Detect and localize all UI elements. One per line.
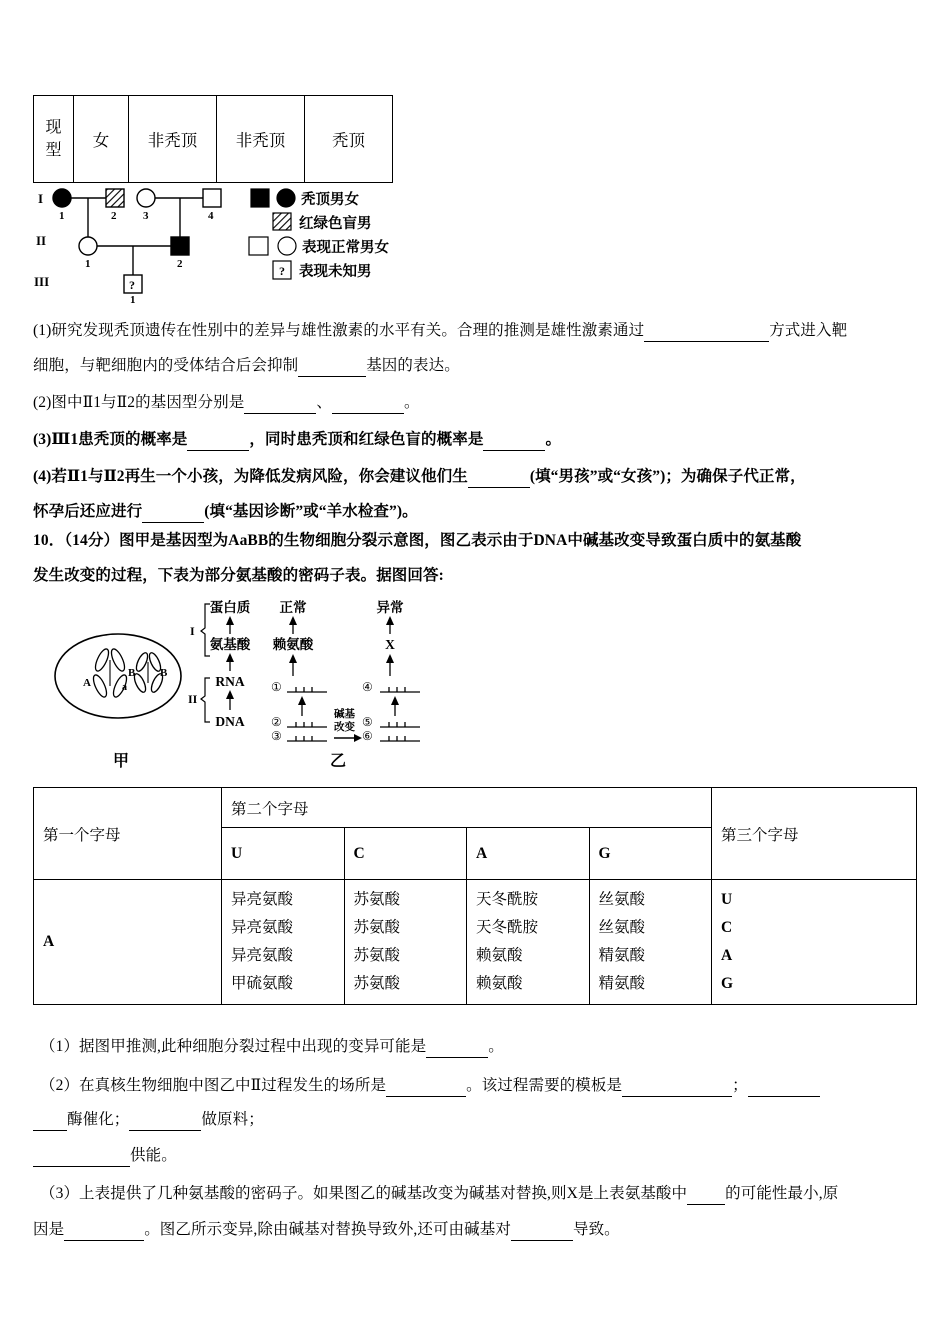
codon-cell: 苏氨酸 (353, 919, 401, 937)
table-row (34, 96, 393, 183)
codon-cell: 天冬酰胺 (476, 891, 539, 909)
legend-label-3: 表现正常男女 (302, 240, 389, 256)
codon-table (33, 787, 917, 1005)
chromosome-label-B1: B (128, 667, 136, 679)
phenotype-cell-2: 非秃顶 (129, 96, 217, 183)
answer-blank[interactable] (187, 431, 249, 451)
answer-blank[interactable] (748, 1077, 820, 1097)
codon-third-letter: A (721, 947, 733, 965)
yi-left-title: 正常 (279, 600, 307, 615)
question-b2-line-1 (40, 1077, 820, 1097)
b2-text-b: 。该过程需要的模板是 (466, 1077, 623, 1094)
q4-text-a: (4)若Ⅱ1与Ⅱ2再生一个小孩，为降低发病风险，你会建议他们生 (33, 468, 468, 485)
b2-text-a: （2）在真核生物细胞中图乙中Ⅱ过程发生的场所是 (40, 1077, 387, 1094)
codon-cell: 精氨酸 (598, 947, 646, 965)
codon-column-A (467, 880, 590, 1005)
codon-cell: 异亮氨酸 (231, 919, 294, 937)
cell-division-figure (40, 598, 430, 773)
q4-text-b: (填“男孩”或“女孩”)；为确保子代正常， (529, 468, 806, 485)
generation-label-III: III (34, 274, 50, 289)
arrow-up-icon (386, 616, 394, 625)
answer-blank[interactable] (426, 1038, 488, 1058)
b1-text-b: 。 (488, 1038, 504, 1055)
yi-strand-6 (380, 736, 420, 741)
yi-strand-4 (380, 687, 420, 692)
codon-cell: 苏氨酸 (353, 891, 401, 909)
arrow-up-icon (391, 696, 399, 705)
arrow-up-icon (298, 696, 306, 705)
question-b1 (40, 1038, 504, 1058)
bracket-label-I: I (190, 624, 195, 638)
yi-right-amino: X (385, 637, 395, 652)
arrow-up-icon (226, 690, 234, 699)
codon-cell: 赖氨酸 (476, 947, 523, 965)
codon-header-third-letter: 第三个字母 (712, 788, 917, 880)
figure-jia-label: 甲 (113, 753, 130, 770)
yi-strand-1 (287, 687, 327, 692)
pedigree-individual-I3 (137, 189, 155, 207)
phenotype-header-line-1: 现 (45, 118, 62, 136)
question-10-stem-line-2 (33, 567, 444, 586)
codon-table-body-row (34, 880, 917, 1005)
codon-column-third-letter (712, 880, 917, 1005)
chain-label-rna: RNA (215, 674, 245, 689)
codon-cell: 精氨酸 (598, 975, 646, 993)
question-b3-line-2 (33, 1221, 620, 1241)
pedigree-svg (33, 185, 453, 303)
answer-blank[interactable] (468, 468, 530, 488)
question-1-line-1 (33, 322, 847, 342)
answer-blank[interactable] (129, 1111, 201, 1131)
codon-cell: 丝氨酸 (598, 891, 646, 909)
yi-strand-3 (287, 736, 327, 741)
legend-hatched-square-icon (273, 213, 291, 230)
answer-blank[interactable] (142, 503, 204, 523)
pedigree-individual-I1 (53, 189, 71, 207)
arrow-up-icon (226, 653, 234, 662)
q3-gen-label: Ⅲ (51, 431, 71, 448)
q10-score: （14分） (64, 532, 120, 549)
question-b2-line-2 (33, 1111, 264, 1131)
generation-label-II: II (36, 233, 47, 248)
phenotype-cell-3: 非秃顶 (217, 96, 305, 183)
pedigree-id-III1: 1 (130, 294, 136, 303)
chromosome-label-B2: B (160, 667, 168, 679)
codon-column-G (589, 880, 712, 1005)
pedigree-id-I3: 3 (143, 210, 149, 222)
answer-blank[interactable] (33, 1147, 130, 1167)
codon-cell: 天冬酰胺 (476, 919, 539, 937)
figure-svg (40, 598, 430, 773)
arrow-up-icon (226, 616, 234, 625)
chromosome-label-A: A (83, 677, 91, 689)
q10-number: 10． (33, 532, 65, 549)
arrow-right-icon (354, 734, 362, 742)
codon-cell: 苏氨酸 (353, 947, 401, 965)
question-10-stem-line-1 (33, 532, 801, 551)
codon-cell: 苏氨酸 (353, 975, 401, 993)
codon-second-letter-A: A (467, 828, 590, 880)
codon-cell: 赖氨酸 (476, 975, 523, 993)
pedigree-id-I4: 4 (208, 210, 214, 222)
codon-cell: 甲硫氨酸 (231, 975, 294, 993)
question-2 (33, 394, 420, 414)
pedigree-individual-I4 (203, 189, 221, 207)
question-3 (33, 431, 561, 451)
pedigree-id-II1: 1 (85, 258, 91, 270)
codon-column-C (344, 880, 467, 1005)
chromosome-label-a: a (122, 682, 127, 693)
question-4-line-1 (33, 468, 806, 488)
arrow-up-icon (386, 654, 394, 663)
q3-text-a: (3) (33, 431, 52, 448)
codon-third-letter: C (721, 919, 733, 937)
figure-yi-label: 乙 (330, 753, 347, 770)
bracket-II (201, 678, 210, 722)
q4-text-d: (填“基因诊断”或“羊水检查”)。 (204, 503, 418, 520)
chain-label-dna: DNA (215, 714, 245, 729)
q4-text-c: 怀孕后还应进行 (33, 503, 143, 520)
pedigree-individual-II1 (79, 237, 97, 255)
yi-number-1: ① (271, 680, 282, 694)
codon-second-letter-U: U (222, 828, 345, 880)
legend-filled-circle-icon (277, 189, 295, 207)
arrow-up-icon (289, 654, 297, 663)
generation-label-I: I (38, 191, 44, 206)
phenotype-row-header (34, 96, 74, 183)
legend-open-square-icon (249, 237, 268, 255)
phenotype-cell-4: 秃顶 (305, 96, 393, 183)
pedigree-id-II2: 2 (177, 258, 183, 270)
arrow-up-icon (289, 616, 297, 625)
b3-text-c: 因是 (33, 1221, 65, 1238)
q1-text-a: (1)研究发现秃顶遗传在性别中的差异与雄性激素的水平有关。合理的推测是雄性激素通过 (33, 322, 645, 339)
q3-text-c: ，同时患秃顶和红绿色盲的概率是 (249, 431, 484, 448)
legend-label-4: 表现未知男 (299, 264, 372, 280)
bracket-I (201, 604, 210, 656)
yi-number-2: ② (271, 715, 282, 729)
b3-text-a: （3）上表提供了几种氨基酸的密码子。如果图乙的碱基改变为碱基对替换,则X是上表氨基酸中 (40, 1185, 688, 1202)
codon-cell: 丝氨酸 (598, 919, 646, 937)
legend-label-2: 红绿色盲男 (299, 216, 372, 232)
pedigree-id-I2: 2 (111, 210, 117, 222)
yi-right-title: 异常 (376, 600, 404, 615)
q1-text-c: 细胞，与靶细胞内的受体结合后会抑制 (33, 357, 299, 374)
b3-text-e: 导致。 (572, 1221, 620, 1238)
pedigree-diagram (33, 185, 453, 303)
yi-number-4: ④ (362, 680, 373, 694)
yi-number-6: ⑥ (362, 729, 373, 743)
yi-center-label-1: 碱基 (334, 709, 355, 720)
b2-text-f: 供能。 (130, 1147, 177, 1164)
yi-number-5: ⑤ (362, 715, 373, 729)
codon-second-letter-C: C (344, 828, 467, 880)
b1-text-a: （1）据图甲推测,此种细胞分裂过程中出现的变异可能是 (40, 1038, 427, 1055)
answer-blank[interactable] (298, 357, 366, 377)
question-b3-line-1 (40, 1185, 838, 1205)
legend-open-circle-icon (278, 237, 296, 255)
b2-text-e: 做原料； (201, 1111, 264, 1128)
answer-blank[interactable] (687, 1185, 725, 1205)
legend-question-mark-icon: ? (279, 264, 285, 278)
q10-stem-a: 图甲是基因型为AaBB的生物细胞分裂示意图，图乙表示由于DNA中碱基改变导致蛋白质中的氨基酸 (119, 532, 802, 549)
q2-text-a: (2)图中Ⅱ1与Ⅱ2的基因型分别是 (33, 394, 245, 411)
phenotype-header-line-2: 型 (45, 142, 62, 159)
phenotype-table (33, 95, 393, 183)
q10-stem-b: 发生改变的过程，下表为部分氨基酸的密码子表。据图回答: (33, 567, 444, 584)
yi-number-3: ③ (271, 729, 282, 743)
answer-blank[interactable] (64, 1221, 144, 1241)
codon-cell: 异亮氨酸 (231, 947, 294, 965)
b2-text-d: 酶催化； (67, 1111, 130, 1128)
codon-third-letter: G (721, 975, 734, 993)
codon-header-second-letter: 第二个字母 (222, 788, 712, 828)
question-4-line-2 (33, 503, 418, 523)
bracket-label-II: II (188, 692, 198, 706)
answer-blank[interactable] (244, 394, 316, 414)
question-b2-line-3 (33, 1147, 177, 1167)
b2-text-c: ； (732, 1077, 748, 1094)
codon-second-letter-G: G (589, 828, 712, 880)
answer-blank[interactable] (644, 322, 769, 342)
q2-text-b: 、 (316, 394, 332, 411)
legend-filled-square-icon (251, 189, 269, 207)
q1-text-d: 基因的表达。 (366, 357, 460, 374)
answer-blank[interactable] (622, 1077, 732, 1097)
chain-label-protein: 蛋白质 (209, 600, 251, 615)
yi-center-label-2: 改变 (334, 722, 355, 733)
b3-text-d: 。图乙所示变异,除由碱基对替换导致外,还可由碱基对 (144, 1221, 511, 1238)
answer-blank[interactable] (386, 1077, 466, 1097)
legend-label-1: 秃顶男女 (301, 192, 359, 208)
phenotype-cell-1: 女 (74, 96, 129, 183)
pedigree-individual-II2 (171, 237, 189, 255)
q2-text-c: 。 (403, 394, 420, 411)
yi-left-amino: 赖氨酸 (272, 637, 314, 652)
answer-blank[interactable] (511, 1221, 573, 1241)
codon-table-header-row-1 (34, 788, 917, 828)
codon-third-letter: U (721, 891, 733, 909)
yi-strand-2 (287, 722, 327, 727)
codon-header-first-letter: 第一个字母 (34, 788, 222, 880)
question-1-line-2 (33, 357, 460, 377)
question-mark-icon: ? (129, 278, 135, 292)
codon-cell: 异亮氨酸 (231, 891, 294, 909)
answer-blank[interactable] (483, 431, 545, 451)
q1-text-b: 方式进入靶 (769, 322, 848, 339)
codon-column-U (222, 880, 345, 1005)
pedigree-id-I1: 1 (59, 210, 65, 222)
answer-blank[interactable] (332, 394, 404, 414)
chain-label-amino: 氨基酸 (209, 637, 251, 652)
q3-text-d: 。 (545, 431, 562, 448)
q3-text-b: 1患秃顶的概率是 (70, 431, 188, 448)
b3-text-b: 的可能性最小,原 (725, 1185, 839, 1202)
yi-strand-5 (380, 722, 420, 727)
codon-first-letter-A: A (34, 880, 222, 1005)
answer-blank[interactable] (33, 1111, 67, 1131)
pedigree-individual-I2 (106, 189, 124, 207)
